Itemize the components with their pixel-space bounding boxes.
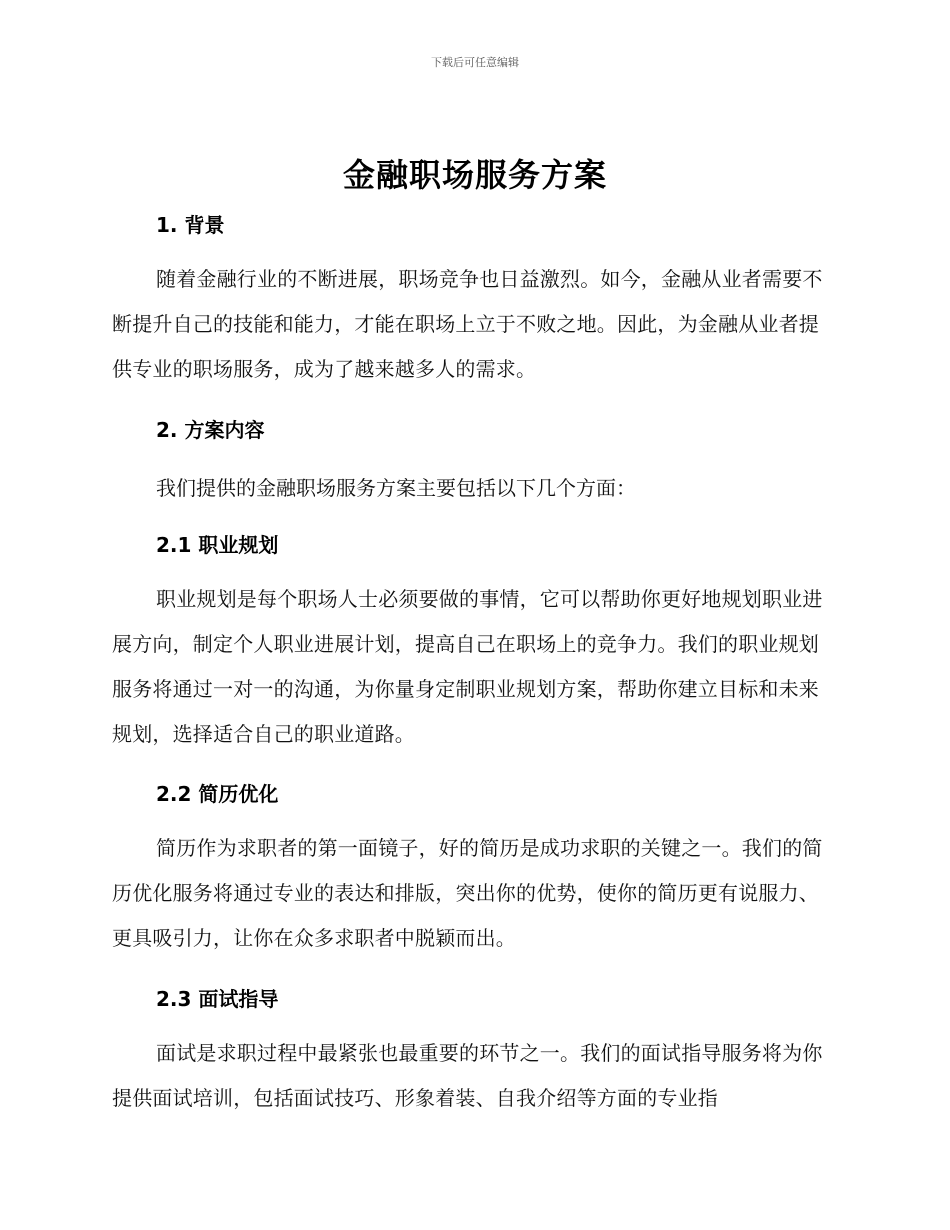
section-heading-plan-content: 2. 方案内容 [156,418,265,442]
header-note: 下载后可任意编辑 [431,56,519,69]
section-paragraph-interview-guidance: 面试是求职过程中最紧张也最重要的环节之一。我们的面试指导服务将为你提供面试培训，包括面试技巧、形象着装、自我介绍等方面的专业指 [112,1041,823,1110]
section-paragraph-resume-optimization: 简历作为求职者的第一面镜子，好的简历是成功求职的关键之一。我们的简历优化服务将通过专业的表达和排版，突出你的优势，使你的简历更有说服力、更具吸引力，让你在众多求职者中脱颖而出。 [112,836,823,950]
section-paragraph-plan-content: 我们提供的金融职场服务方案主要包括以下几个方面： [156,476,636,500]
section-paragraph-career-planning: 职业规划是每个职场人士必须要做的事情，它可以帮助你更好地规划职业进展方向，制定个人职业进展计划，提高自己在职场上的竞争力。我们的职业规划服务将通过一对一的沟通，为你量身定制职业规划方案，帮助你建立目标和未来规划，选择适合自己的职业道路。 [112,587,823,746]
section-heading-interview-guidance: 2.3 面试指导 [156,987,279,1011]
section-paragraph-background: 随着金融行业的不断进展，职场竞争也日益激烈。如今，金融从业者需要不断提升自己的技能和能力，才能在职场上立于不败之地。因此，为金融从业者提供专业的职场服务，成为了越来越多人的需求。 [112,267,823,381]
section-heading-career-planning: 2.1 职业规划 [156,533,279,557]
document-title: 金融职场服务方案 [342,156,607,194]
section-heading-resume-optimization: 2.2 简历优化 [156,782,279,806]
section-heading-background: 1. 背景 [156,213,225,237]
